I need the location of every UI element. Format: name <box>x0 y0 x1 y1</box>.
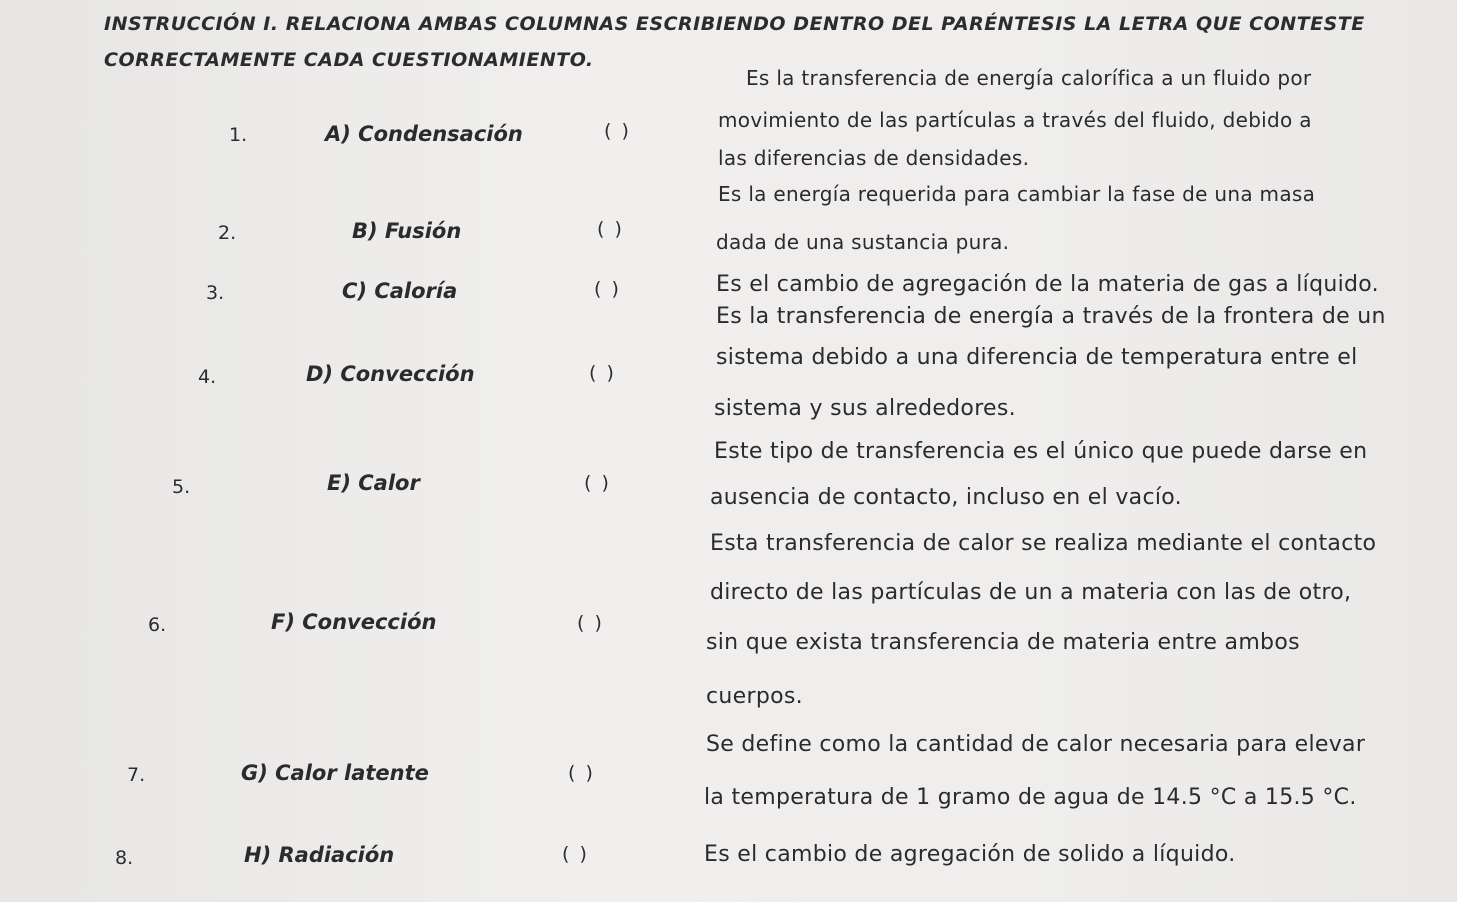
description-line: Esta transferencia de calor se realiza mediante el contacto <box>710 531 1377 556</box>
term-label: F) Convección <box>271 610 437 634</box>
description-line: sin que exista transferencia de materia entre ambos <box>706 630 1300 655</box>
answer-blank[interactable]: ( ) <box>568 762 595 784</box>
row-number: 5. <box>172 476 191 498</box>
description-line: ausencia de contacto, incluso en el vacío. <box>710 485 1182 510</box>
answer-blank[interactable]: ( ) <box>597 218 624 240</box>
description-line: Se define como la cantidad de calor necesaria para elevar <box>706 732 1366 757</box>
row-number: 1. <box>229 124 248 146</box>
row-number: 3. <box>206 282 225 304</box>
row-number: 7. <box>127 764 146 786</box>
term-label: C) Caloría <box>342 279 458 303</box>
row-number: 8. <box>115 847 134 869</box>
answer-blank[interactable]: ( ) <box>562 843 589 865</box>
term-label: G) Calor latente <box>241 761 429 785</box>
description-line: movimiento de las partículas a través del fluido, debido a <box>718 108 1312 132</box>
description-line: las diferencias de densidades. <box>718 146 1030 170</box>
row-number: 6. <box>148 614 167 636</box>
row-number: 4. <box>198 366 217 388</box>
term-label: D) Convección <box>306 362 475 386</box>
description-line: Este tipo de transferencia es el único que puede darse en <box>714 439 1368 464</box>
term-label: H) Radiación <box>244 843 395 867</box>
description-line: Es el cambio de agregación de solido a líquido. <box>704 842 1236 867</box>
description-line: dada de una sustancia pura. <box>716 230 1010 254</box>
description-line: sistema debido a una diferencia de temperatura entre el <box>716 345 1358 370</box>
description-line: Es la transferencia de energía a través de la frontera de un <box>716 304 1386 329</box>
answer-blank[interactable]: ( ) <box>604 120 631 142</box>
term-label: E) Calor <box>327 471 420 495</box>
instruction-line-2: CORRECTAMENTE CADA CUESTIONAMIENTO. <box>104 49 594 71</box>
answer-blank[interactable]: ( ) <box>589 362 616 384</box>
description-line: Es la energía requerida para cambiar la fase de una masa <box>718 182 1316 206</box>
description-line: sistema y sus alrededores. <box>714 396 1016 421</box>
row-number: 2. <box>218 222 237 244</box>
description-line: Es la transferencia de energía calorífica a un fluido por <box>746 66 1312 90</box>
instruction-line-1: INSTRUCCIÓN I. RELACIONA AMBAS COLUMNAS ESCRIBIENDO DENTRO DEL PARÉNTESIS LA LETRA QUE CONTESTE <box>104 13 1365 35</box>
description-line: cuerpos. <box>706 684 803 709</box>
term-label: A) Condensación <box>325 122 523 146</box>
description-line: la temperatura de 1 gramo de agua de 14.5 °C a 15.5 °C. <box>704 785 1357 810</box>
answer-blank[interactable]: ( ) <box>584 472 611 494</box>
description-line: directo de las partículas de un a materia con las de otro, <box>710 580 1352 605</box>
answer-blank[interactable]: ( ) <box>594 278 621 300</box>
answer-blank[interactable]: ( ) <box>577 612 604 634</box>
term-label: B) Fusión <box>352 219 462 243</box>
description-line: Es el cambio de agregación de la materia de gas a líquido. <box>716 272 1379 297</box>
